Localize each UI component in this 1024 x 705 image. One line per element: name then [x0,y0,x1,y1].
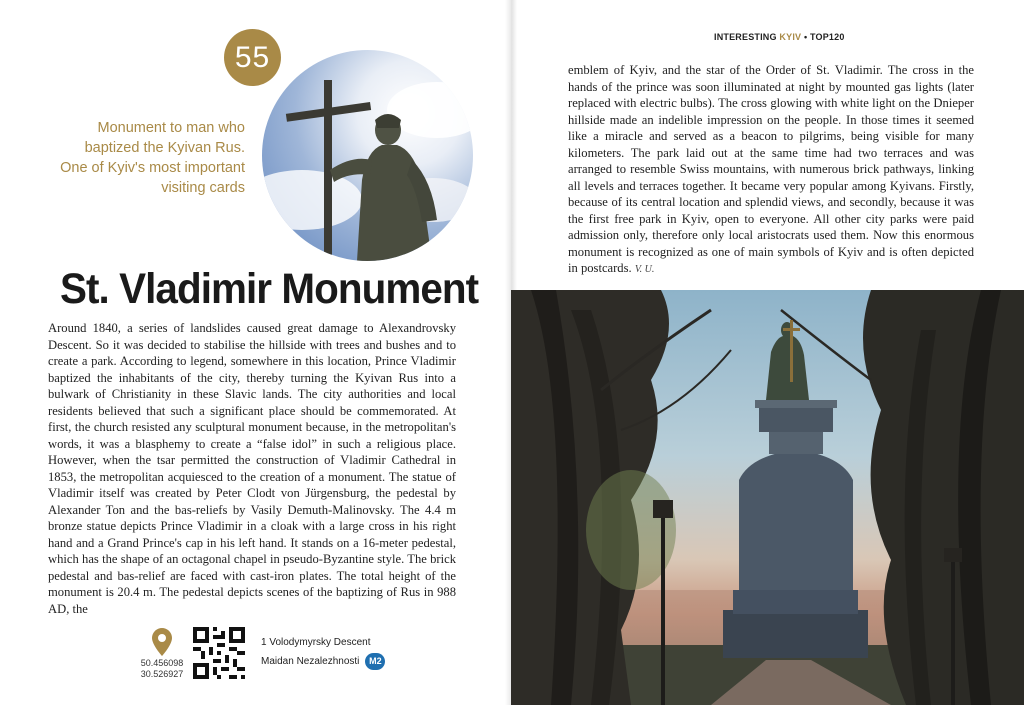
address-block [261,633,385,671]
longitude: 30.526927 [140,669,184,679]
article-title: St. Vladimir Monument [60,265,479,313]
gps-coordinates [132,658,192,680]
running-head-city: KYIV [779,32,802,42]
article-number-badge: 55 [224,29,281,86]
street-address: 1 Volodymyrsky Descent [261,637,371,648]
running-head [714,32,845,42]
running-head-prefix: INTERESTING [714,32,777,42]
article-body-left: Around 1840, a series of landslides caused great damage to Alexandrovsky Descent. So it was decided to stabilise the hillside with trees and bushes and to create a park. According to legend, somewhere in this location, Prince Vladimir baptized the inhabitants of the city, thereby turning the Kyivan Rus into a bulwark of Christianity in these Slavic lands. The city authorities and local residents believed that such a significant place should be commemorated. At first, the church resisted any sculptural monument because, in the metropolitan's words, it was a blasphemy to create a “false idol” in such a religious place. However, when the tsar permitted the construction of Vladimir Cathedral in 1853, the metropolitan acquiesced to the creation of a monument. The statue of Vladimir itself was created by Peter Clodt von Jürgensburg, the pedestal by Alexander Ton and the bas-reliefs by Vasily Demuth-Malinovsky. The 4.4 m bronze statue depicts Prince Vladimir in a cloak with a large cross in his right hand and a Grand Prince's cap in his left hand. It stands on a 16-meter pedestal, which has the shape of an octagonal chapel in pseudo-Byzantine style. The brick pedestal and bas-relief are faced with cast-iron plates. The total height of the monument is 20.4 m. The pedestal depicts scenes of the baptizing of Rus in 988 AD, the [48,321,456,616]
metro-station: Maidan Nezalezhnosti [261,656,360,667]
location-pin-icon [152,628,172,661]
metro-line-badge: M2 [365,653,385,670]
article-body-right-text: emblem of Kyiv, and the star of the Order of St. Vladimir. The cross in the hands of the prince was soon illuminated at night by mounted gas lights (later replaced with electric bulbs). The cross glowing with white light on the Dnieper hillside made an indelible impression on the people. In those times it seemed like a miracle and served as a beacon to pilgrims, being visible for many kilometers. The park laid out at the same time had two terraces and was arranged to resemble Swiss mountains, with numerous brick pathways, linking all levels and terraces together. It became very popular among Kyivans. Firstly, because of its central location and splendid views, and secondly, because it was the first free park in Kyiv, open to everyone. All other city parks were paid admission only, therefore only local aristocrats used them. Now this enormous monument is recognized as one of main symbols of Kyiv and is often depicted in postcards. [568,63,974,275]
article-body-right [568,62,974,279]
running-head-suffix: • TOP120 [803,32,845,42]
qr-code[interactable] [193,627,245,679]
monument-park-photo [511,290,1024,705]
latitude: 50.456098 [140,658,184,668]
metro-info [261,652,385,671]
author-initials: V. U. [634,264,655,275]
article-tagline: Monument to man who baptized the Kyivan Rus. One of Kyiv's most important visiting cards [60,120,245,196]
statue-circle-photo [262,50,473,261]
